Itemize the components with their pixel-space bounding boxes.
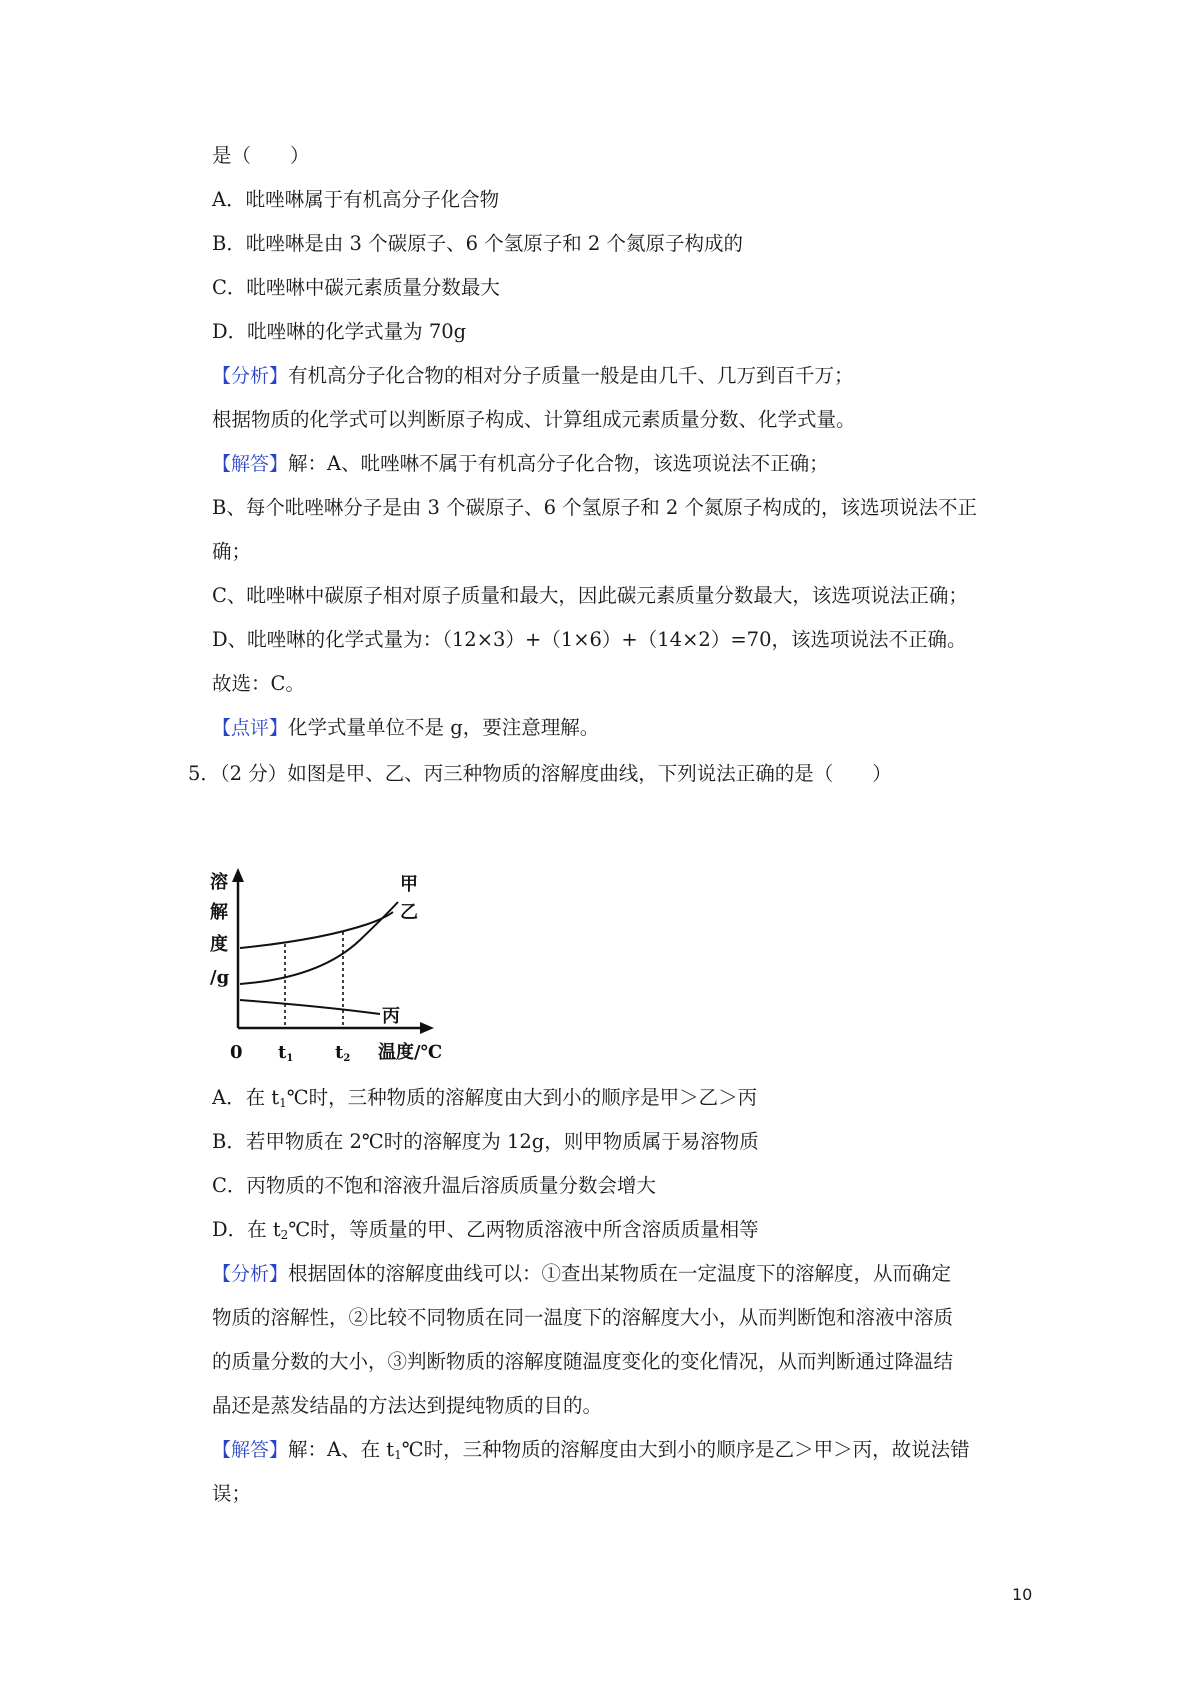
page-number: 10 [1012, 1585, 1033, 1604]
answer-choice: 故选：C。 [212, 672, 305, 695]
q5-analysis-line-2: 物质的溶解性，②比较不同物质在同一温度下的溶解度大小，从而判断饱和溶液中溶质 [212, 1306, 954, 1329]
solubility-curve-svg [210, 868, 480, 1068]
answer-line-b-cont: 确； [212, 540, 252, 563]
q5-analysis-text: 根据固体的溶解度曲线可以：①查出某物质在一定温度下的溶解度，从而确定 [288, 1262, 952, 1285]
x-axis-arrow [420, 1022, 434, 1034]
answer-line-c: C、吡唑啉中碳原子相对原子质量和最大，因此碳元素质量分数最大，该选项说法正确； [212, 584, 968, 607]
question-5-stem: 5．（2 分）如图是甲、乙、丙三种物质的溶解度曲线，下列说法正确的是（ ） [188, 762, 892, 785]
series-label-yi: 乙 [400, 902, 418, 923]
question-stem-end: 是（ ） [212, 144, 310, 167]
comment-line [212, 714, 599, 742]
option-a: A．吡唑啉属于有机高分子化合物 [212, 188, 500, 211]
analysis-tag: 【分析】 [212, 365, 289, 387]
q5-option-c: C．丙物质的不饱和溶液升温后溶质质量分数会增大 [212, 1174, 656, 1197]
q5-option-b: B．若甲物质在 2℃时的溶解度为 12g，则甲物质属于易溶物质 [212, 1130, 759, 1153]
origin-label: 0 [230, 1042, 243, 1063]
comment-tag: 【点评】 [212, 717, 289, 739]
series-label-jia: 甲 [400, 874, 418, 895]
curve-jia [240, 902, 398, 984]
q5-option-d: D．在 $t_2℃$时，等质量的甲、乙两物质溶液中所含溶质质量相等 [212, 1218, 759, 1242]
answer-text: 解：A、吡唑啉不属于有机高分子化合物，该选项说法不正确； [288, 452, 829, 475]
q5-answer-line: 【解答】解：A、在 $t_1℃$时，三种物质的溶解度由大到小的顺序是乙＞甲＞丙，故说法错 [212, 1438, 970, 1462]
curve-bing [240, 1000, 380, 1014]
q5-analysis-tag: 【分析】 [212, 1263, 289, 1285]
option-c: C．吡唑啉中碳元素质量分数最大 [212, 276, 500, 299]
answer-line [212, 450, 829, 478]
q5-analysis-line [212, 1260, 951, 1288]
ylabel-char-2: 解 [210, 902, 228, 923]
analysis-line [212, 362, 854, 390]
answer-tag: 【解答】 [212, 453, 289, 475]
analysis-text: 有机高分子化合物的相对分子质量一般是由几千、几万到百千万； [288, 364, 854, 387]
series-label-bing: 丙 [382, 1006, 400, 1027]
q5-answer-tag: 【解答】 [212, 1439, 289, 1461]
q5-analysis-line-3: 的质量分数的大小，③判断物质的溶解度随温度变化的变化情况，从而判断通过降温结 [212, 1350, 954, 1373]
q5-analysis-line-4: 晶还是蒸发结晶的方法达到提纯物质的目的。 [212, 1394, 603, 1417]
q5-option-a: A．在 $t_1℃$时，三种物质的溶解度由大到小的顺序是甲＞乙＞丙 [212, 1086, 758, 1110]
analysis-line-2: 根据物质的化学式可以判断原子构成、计算组成元素质量分数、化学式量。 [212, 408, 856, 431]
t2-label: t2 [335, 1042, 351, 1064]
ylabel-char-4: /g [210, 967, 230, 988]
t1-label: t1 [278, 1042, 294, 1064]
solubility-curve-figure [210, 868, 480, 1068]
answer-line-b: B、每个吡唑啉分子是由 3 个碳原子、6 个氢原子和 2 个氮原子构成的，该选项说法不正 [212, 496, 978, 519]
comment-text: 化学式量单位不是 g，要注意理解。 [288, 716, 600, 739]
y-axis-arrow [232, 868, 244, 882]
option-b: B．吡唑啉是由 3 个碳原子、6 个氢原子和 2 个氮原子构成的 [212, 232, 744, 255]
ylabel-char-3: 度 [210, 934, 228, 955]
option-d: D．吡唑啉的化学式量为 70g [212, 320, 467, 343]
q5-answer-line-cont: 误； [212, 1482, 252, 1505]
ylabel-char-1: 溶 [210, 872, 228, 893]
answer-line-d: D、吡唑啉的化学式量为：（12×3）+（1×6）+（14×2）=70，该选项说法不正确。 [212, 628, 967, 651]
xlabel: 温度/℃ [378, 1042, 443, 1063]
